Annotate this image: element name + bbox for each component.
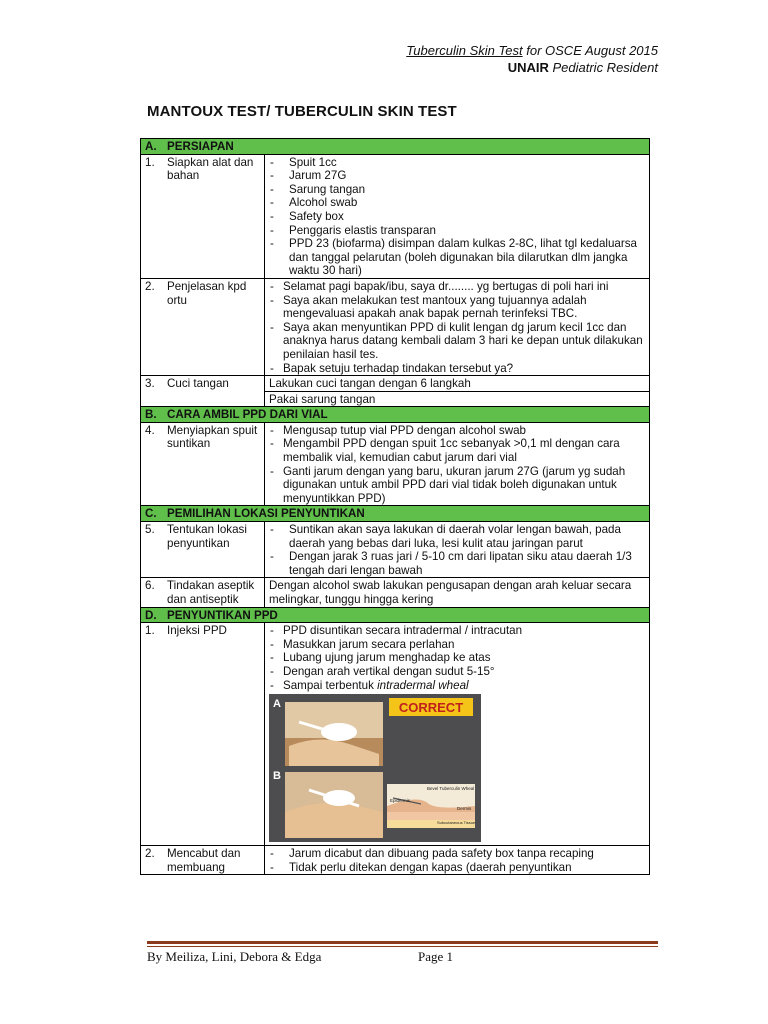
injection-illustration-svg (269, 694, 481, 842)
step-detail-cell (265, 422, 650, 506)
skin-dermis-layer (387, 812, 475, 820)
list-item: - Mengusap tutup vial PPD dengan alcohol swab (269, 424, 646, 438)
header-test-event: for OSCE August 2015 (522, 43, 658, 58)
step-label: Injeksi PPD (167, 624, 227, 638)
footer-rule-thin (147, 946, 658, 947)
header-line-1 (406, 42, 658, 59)
list-item: - Saya akan menyuntikan PPD di kulit lengan dg jarum kecil 1cc dan anaknya harus datang kembali dalam 3 hari ke depan untuk dilakukan penilaian hasil tes. (269, 321, 646, 362)
step-list (269, 424, 646, 506)
step-label-cell (141, 578, 265, 607)
section-header-a (141, 139, 650, 155)
panel-a-label: A (273, 698, 281, 711)
list-item-emphasis: intradermal wheal (377, 678, 469, 692)
step-label: Mencabut dan membuang (167, 847, 241, 874)
step-number: 2. (145, 279, 155, 293)
step-label-cell (141, 376, 265, 407)
step-label: Cuci tangan (167, 377, 229, 391)
list-item: - PPD disuntikan secara intradermal / intracutan (269, 624, 646, 638)
step-detail-cell (265, 623, 650, 846)
section-title: PERSIAPAN (167, 140, 234, 153)
header-institution: UNAIR (507, 60, 549, 75)
header-test-name: Tuberculin Skin Test (406, 43, 523, 58)
page-header (406, 42, 658, 76)
list-item: - Sarung tangan (269, 183, 646, 197)
correct-badge-text: CORRECT (398, 700, 464, 716)
step-number: 4. (145, 423, 155, 437)
label-wheal: Bevel Tuberculin Wheal (427, 786, 475, 792)
section-letter: B. (145, 408, 157, 422)
step-detail-cell (265, 578, 650, 607)
step-number: 5. (145, 523, 155, 537)
step-label: Siapkan alat dan bahan (167, 155, 254, 183)
label-subcutaneous: Subcutaneous Tissue (437, 820, 476, 826)
label-epidermis: Epidermis (390, 798, 411, 804)
table-row (141, 578, 650, 607)
step-label: Penjelasan kpd ortu (167, 279, 247, 307)
panel-b-label: B (273, 770, 281, 783)
list-item: - Saya akan melakukan test mantoux yang tujuannya adalah mengevaluasi apakah anak bapak pernah terinfeksi TBC. (269, 294, 646, 321)
list-item-text: Sampai terbentuk (283, 678, 378, 692)
table-row (141, 154, 650, 278)
step-number: 1. (145, 624, 155, 638)
section-header-cell (141, 607, 650, 623)
step-detail-cell (265, 522, 650, 578)
injection-illustration (269, 694, 481, 842)
section-title: CARA AMBIL PPD DARI VIAL (167, 408, 328, 422)
step-label: Tentukan lokasi penyuntikan (167, 523, 247, 550)
step-label-cell (141, 154, 265, 278)
step-label-cell (141, 522, 265, 578)
list-item: - Bapak setuju terhadap tindakan tersebut ya? (269, 362, 646, 376)
list-item: - Jarum 27G (269, 169, 646, 183)
table-row (141, 278, 650, 375)
list-item: - Suntikan akan saya lakukan di daerah volar lengan bawah, pada daerah yang bebas dari luka, lesi kulit atau jaringan parut (269, 523, 646, 550)
step-text: Dengan alcohol swab lakukan pengusapan dengan arah keluar secara melingkar, tunggu hingga kering (269, 579, 632, 606)
table-row (141, 846, 650, 875)
list-item: - Jarum dicabut dan dibuang pada safety box tanpa recaping (269, 847, 646, 861)
footer-rule-thick (147, 941, 658, 944)
step-label-cell (141, 846, 265, 875)
step-detail-cell (265, 376, 650, 407)
step-list (269, 280, 646, 375)
step-label-cell (141, 278, 265, 375)
step-number: 1. (145, 155, 155, 169)
panel-b-forearm (285, 803, 383, 838)
step-label: Tindakan aseptik dan antiseptik (167, 579, 255, 606)
step-text: Lakukan cuci tangan dengan 6 langkah (265, 376, 649, 392)
header-role: Pediatric Resident (548, 60, 658, 75)
panel-a-glove (321, 723, 357, 741)
list-item: - Masukkan jarum secara perlahan (269, 638, 646, 652)
section-letter: A. (145, 140, 157, 153)
step-number: 6. (145, 579, 155, 593)
list-item: - Penggaris elastis transparan (269, 224, 646, 238)
table-row (141, 623, 650, 846)
label-dermis: Dermis (457, 806, 472, 812)
step-number: 2. (145, 847, 155, 861)
header-line-2 (406, 59, 658, 76)
document-title: MANTOUX TEST/ TUBERCULIN SKIN TEST (147, 103, 457, 120)
list-item: - Dengan arah vertikal dengan sudut 5-15° (269, 665, 646, 679)
step-number: 3. (145, 377, 155, 391)
list-item: - Alcohol swab (269, 196, 646, 210)
step-list (269, 156, 646, 278)
step-list (269, 523, 646, 577)
step-detail-cell (265, 278, 650, 375)
step-label-cell (141, 623, 265, 846)
step-list (269, 847, 646, 874)
footer-authors: By Meiliza, Lini, Debora & Edga (147, 949, 322, 964)
section-header-cell (141, 506, 650, 522)
list-item: - Lubang ujung jarum menghadap ke atas (269, 651, 646, 665)
section-header-c (141, 506, 650, 522)
step-list (269, 624, 646, 692)
footer-page-number: Page 1 (418, 949, 454, 964)
section-letter: C. (145, 507, 157, 521)
step-label: Menyiapkan spuit suntikan (167, 423, 258, 451)
section-header-cell (141, 407, 650, 423)
step-label-cell (141, 422, 265, 506)
list-item (269, 679, 646, 693)
section-header-d (141, 607, 650, 623)
list-item: - Safety box (269, 210, 646, 224)
list-item: - Selamat pagi bapak/ibu, saya dr........ yg bertugas di poli hari ini (269, 280, 646, 294)
procedure-table (140, 138, 650, 875)
section-title: PEMILIHAN LOKASI PENYUNTIKAN (167, 507, 365, 521)
table-row (141, 376, 650, 407)
list-item: - Mengambil PPD dengan spuit 1cc sebanyak >0,1 ml dengan cara membalik vial, kemudian cabut jarum dari vial (269, 437, 646, 464)
list-item: - Tidak perlu ditekan dengan kapas (daerah penyuntikan (269, 861, 646, 875)
section-title: PENYUNTIKAN PPD (167, 608, 278, 622)
section-header-b (141, 407, 650, 423)
section-header-cell (141, 139, 650, 155)
step-text: Pakai sarung tangan (269, 392, 376, 406)
list-item: - Spuit 1cc (269, 156, 646, 170)
list-item: - Dengan jarak 3 ruas jari / 5-10 cm dari lipatan siku atau daerah 1/3 tengah dari lengan bawah (269, 550, 646, 577)
section-letter: D. (145, 608, 157, 622)
table-row (141, 422, 650, 506)
step-detail-cell (265, 846, 650, 875)
table-row (141, 522, 650, 578)
list-item: - PPD 23 (biofarma) disimpan dalam kulkas 2-8C, lihat tgl kedaluarsa dan tanggal pelarutan (boleh digunakan bila dilarutkan dlm jangka waktu 30 hari) (269, 237, 646, 278)
step-detail-cell (265, 154, 650, 278)
list-item: - Ganti jarum dengan yang baru, ukuran jarum 27G (jarum yg sudah digunakan untuk ambil PPD dari vial tidak boleh digunakan untuk menyuntikkan PPD) (269, 465, 646, 506)
